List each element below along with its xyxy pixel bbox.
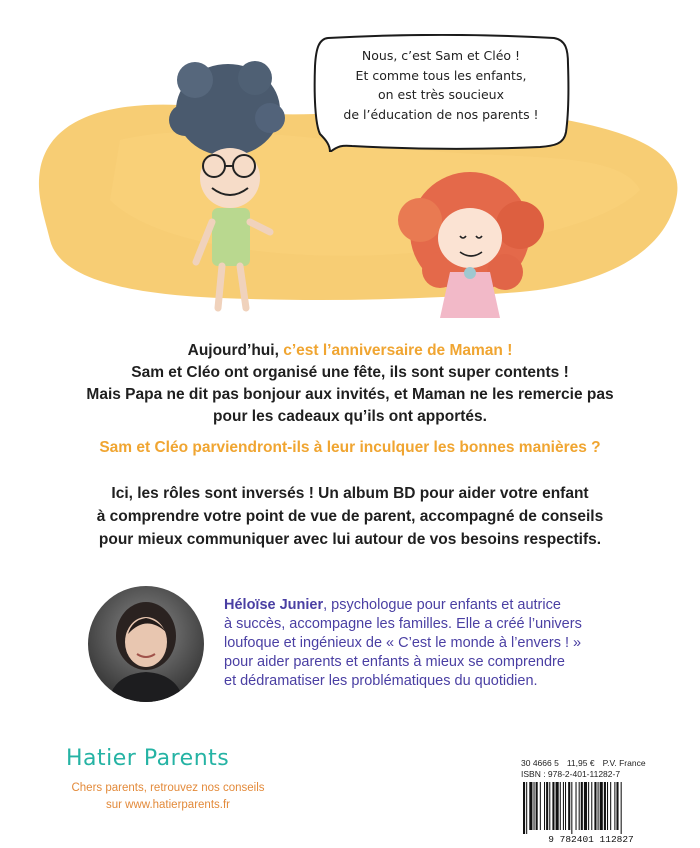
author-bio-line-2: à succès, accompagne les familles. Elle a créé l’univers [224,616,582,632]
author-bio [224,596,634,691]
author-bio-line-1 [224,596,634,615]
intro-paragraph [60,340,640,428]
intro-highlight: c’est l’anniversaire de Maman ! [283,342,513,359]
intro-line-2: Sam et Cléo ont organisé une fête, ils sont super contents ! [131,364,569,381]
price: 11,95 € [566,758,595,768]
product-code: 30 4666 5 [521,758,559,768]
bubble-line: Nous, c’est Sam et Cléo ! [361,48,521,63]
barcode-info [521,758,661,769]
pitch-line-2: à comprendre votre point de vue de parent, accompagné de conseils [96,508,604,525]
barcode-digits: 9 782401 112827 [548,834,634,844]
pitch-paragraph [60,482,640,551]
author-photo [88,586,204,702]
pitch-line-3: pour mieux communiquer avec lui autour de vos besoins respectifs. [98,531,602,548]
barcode-icon [521,782,661,844]
intro-line-3: Mais Papa ne dit pas bonjour aux invités, et Maman ne les remercie pas [86,386,614,403]
speech-bubble-text [318,46,564,124]
bubble-line: de l’éducation de nos parents ! [343,106,539,122]
pitch-line-1: Ici, les rôles sont inversés ! Un album BD pour aider votre enfant [111,485,589,502]
author-bio-rest: , psychologue pour enfants et autrice [323,597,561,613]
intro-line-4: pour les cadeaux qu’ils ont apportés. [213,408,487,425]
intro-line-1 [60,340,640,362]
author-bio-line-4: pour aider parents et enfants à mieux se comprendre [224,654,565,670]
bubble-line: on est très soucieux [377,87,504,102]
tagline-question: Sam et Cléo parviendront-ils à leur inculquer les bonnes manières ? [99,439,601,456]
barcode-block [521,758,661,844]
intro-prefix: Aujourd’hui, [187,342,284,359]
tagline-line-1: Chers parents, retrouvez nos conseils [71,782,265,794]
publisher-logo: Hatier Parents [66,746,230,771]
publisher-tagline [58,780,278,814]
author-bio-line-5: et dédramatiser les problématiques du quotidien. [224,673,538,689]
author-bio-line-3: loufoque et ingénieux de « C’est le monde à l’envers ! » [224,635,582,651]
author-name: Héloïse Junier [224,597,324,613]
bubble-line: Et comme tous les enfants, [355,67,527,83]
price-market: P.V. France [602,758,646,768]
isbn: ISBN : 978-2-401-11282-7 [521,769,621,779]
tagline-line-2: sur www.hatierparents.fr [106,799,230,811]
